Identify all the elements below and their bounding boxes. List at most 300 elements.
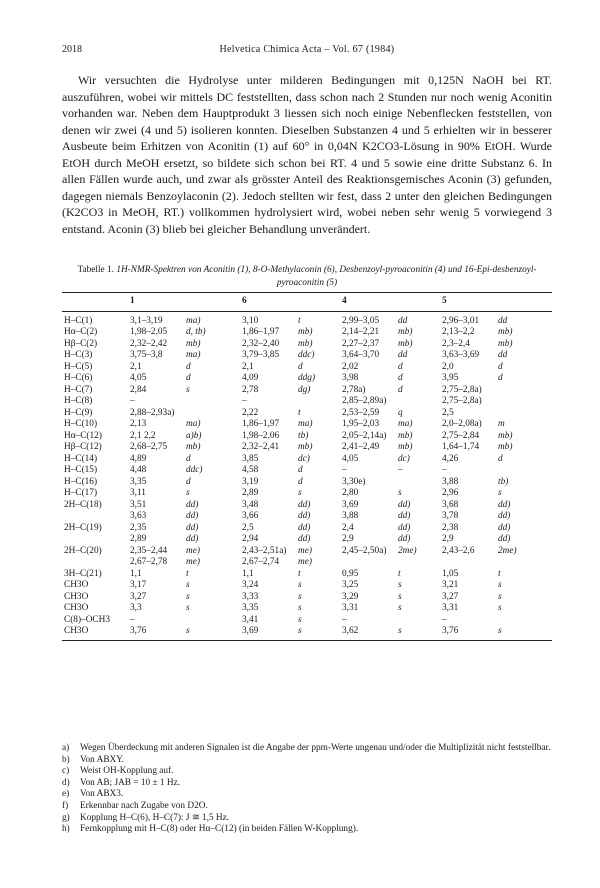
- proton-label: 2H–C(19): [64, 522, 102, 533]
- table-row: [62, 500, 552, 512]
- shift-cell: 2,85–2,89a): [342, 396, 387, 406]
- multiplicity-cell: d: [498, 373, 503, 383]
- multiplicity-cell: q: [398, 407, 403, 418]
- footnote-key: e): [62, 789, 70, 800]
- multiplicity-cell: [184, 408, 240, 420]
- table-row: [62, 311, 552, 327]
- multiplicity-cell: ddc): [298, 350, 315, 360]
- shift-cell: 2,9: [342, 534, 354, 544]
- shift-cell: 3,95: [442, 373, 459, 383]
- proton-label: [62, 557, 128, 569]
- multiplicity-cell: s: [186, 488, 190, 498]
- proton-label: Hβ–C(2): [64, 338, 98, 349]
- footnote-text: Erkennbar nach Zugabe von D2O.: [80, 800, 208, 811]
- multiplicity-cell: dd): [298, 499, 311, 510]
- multiplicity-cell: s: [298, 488, 302, 498]
- multiplicity-cell: dd): [398, 511, 411, 521]
- footnotes: [62, 743, 552, 836]
- table-row: [62, 339, 552, 351]
- shift-cell: 2,27–2,37: [342, 338, 380, 349]
- table-row: [62, 373, 552, 385]
- shift-cell: 3,78: [442, 511, 459, 521]
- multiplicity-cell: s: [398, 591, 402, 602]
- shift-cell: 3,31: [342, 603, 359, 613]
- multiplicity-cell: [496, 408, 552, 420]
- table-row: [62, 327, 552, 339]
- column-header: 5: [440, 293, 496, 312]
- shift-cell: 2,05–2,14a): [342, 430, 387, 441]
- multiplicity-cell: dd): [498, 499, 511, 510]
- multiplicity-cell: [396, 477, 440, 489]
- shift-cell: 2,75–2,84: [442, 430, 480, 441]
- shift-cell: 3,48: [242, 499, 259, 510]
- multiplicity-cell: me): [186, 557, 200, 567]
- multiplicity-cell: [496, 385, 552, 397]
- multiplicity-cell: s: [398, 580, 402, 590]
- multiplicity-cell: d: [298, 361, 303, 372]
- footnote-text: Weist OH-Kopplung auf.: [80, 766, 174, 777]
- footnote-key: c): [62, 766, 70, 777]
- page-header: [62, 44, 552, 58]
- multiplicity-cell: t: [498, 568, 501, 579]
- shift-cell: 1,05: [442, 568, 459, 579]
- multiplicity-cell: [396, 557, 440, 569]
- multiplicity-cell: s: [298, 614, 302, 625]
- shift-cell: 2,68–2,75: [130, 442, 168, 452]
- multiplicity-cell: me): [298, 557, 312, 567]
- table-row: [62, 431, 552, 443]
- multiplicity-cell: s: [496, 626, 552, 640]
- multiplicity-cell: mb): [498, 430, 513, 441]
- multiplicity-cell: d: [186, 373, 191, 383]
- footnote: [62, 813, 552, 825]
- table-row: [62, 362, 552, 374]
- multiplicity-cell: dd): [298, 522, 311, 533]
- multiplicity-cell: d: [398, 361, 403, 372]
- shift-cell: 3,33: [242, 591, 259, 602]
- shift-cell: 3,10: [242, 315, 259, 326]
- shift-cell: 2,32–2,42: [130, 338, 168, 349]
- multiplicity-cell: m: [498, 419, 505, 429]
- shift-cell: –: [342, 614, 347, 625]
- footnote-text: Kopplung H–C(6), H–C(7): J ≅ 1,5 Hz.: [80, 812, 230, 823]
- shift-cell: 2,75–2,8a): [442, 384, 482, 395]
- shift-cell: 2,78: [242, 384, 259, 395]
- multiplicity-cell: dd): [498, 511, 511, 521]
- multiplicity-cell: me): [298, 545, 312, 556]
- shift-cell: 2,0–2,08a): [442, 419, 482, 429]
- multiplicity-cell: dd): [498, 534, 511, 544]
- multiplicity-cell: dd): [398, 534, 411, 544]
- table-row: [62, 465, 552, 477]
- shift-cell: 2,96–3,01: [442, 315, 480, 326]
- multiplicity-cell: dd): [298, 511, 311, 521]
- proton-label: H–C(15): [64, 465, 98, 475]
- multiplicity-cell: dd: [498, 350, 508, 360]
- multiplicity-cell: dd): [398, 522, 411, 533]
- multiplicity-cell: s: [498, 591, 502, 602]
- table-header-row: [62, 293, 552, 312]
- multiplicity-cell: dd): [498, 522, 511, 533]
- table-caption: [62, 264, 552, 289]
- multiplicity-cell: dc): [398, 453, 410, 464]
- multiplicity-cell: 2me): [498, 545, 517, 556]
- shift-cell: 3,69: [342, 499, 359, 510]
- multiplicity-cell: t: [298, 315, 301, 326]
- multiplicity-cell: t: [298, 407, 301, 418]
- shift-cell: 3,1–3,19: [130, 315, 163, 326]
- table-row: [62, 385, 552, 397]
- multiplicity-cell: s: [298, 580, 302, 590]
- proton-label: Hα–C(2): [64, 327, 98, 337]
- table-row: [62, 419, 552, 431]
- table-row: [62, 396, 552, 408]
- multiplicity-cell: mb): [398, 442, 413, 452]
- shift-cell: 3,35: [130, 476, 147, 487]
- shift-cell: 2,35–2,44: [130, 545, 168, 556]
- table-body: [62, 311, 552, 640]
- column-header: [184, 293, 240, 312]
- footnote-text: Von AB; JAB = 10 ± 1 Hz.: [80, 777, 181, 788]
- shift-cell: 2,5: [242, 522, 254, 533]
- shift-cell: [440, 557, 496, 569]
- multiplicity-cell: [396, 615, 440, 627]
- proton-label: H–C(8): [64, 396, 93, 406]
- multiplicity-cell: mb): [298, 442, 313, 452]
- shift-cell: 4,58: [242, 465, 259, 475]
- multiplicity-cell: t: [298, 568, 301, 579]
- shift-cell: 2,41–2,49: [342, 442, 380, 452]
- table-row: [62, 534, 552, 546]
- footnote: [62, 743, 552, 755]
- multiplicity-cell: dd): [186, 511, 199, 521]
- multiplicity-cell: d: [398, 373, 403, 383]
- multiplicity-cell: [496, 465, 552, 477]
- proton-label: 2H–C(20): [64, 545, 102, 556]
- multiplicity-cell: d: [186, 453, 191, 464]
- multiplicity-cell: [496, 396, 552, 408]
- shift-cell: 3,19: [242, 476, 259, 487]
- proton-label: 2H–C(18): [64, 499, 102, 510]
- column-header: 1: [128, 293, 184, 312]
- proton-label: Hα–C(12): [64, 430, 102, 441]
- shift-cell: 1,1: [242, 568, 254, 579]
- shift-cell: 3,88: [342, 511, 359, 521]
- shift-cell: 1,1: [130, 568, 142, 579]
- shift-cell: 1,95–2,03: [342, 419, 380, 429]
- shift-cell: 3,31: [442, 603, 459, 613]
- body-paragraph: Wir versuchten die Hydrolyse unter milderen Bedingungen mit 0,125N NaOH bei RT. auszuführen, wobei wir mittels DC feststellten, dass schon nach 2 Stunden nur noch wenig Aconitin vorhanden war. Neben dem Hauptprodukt 3 liessen sich noch einige Nebenflecken feststellen, von denen wir zwei (4 und 5) isolieren konnten. Dieselben Substanzen 4 und 5 erhielten wir in besserer Ausbeute beim Erhitzen von Aconitin (1) auf 60° in 0,04N K2CO3-Lösung in 90% EtOH. Wurde EtOH durch MeOH ersetzt, so bildete sich schon bei RT. 4 und 5 sowie eine dritte Substanz 6. In allen Fällen wurde auch, und zwar als grösster Anteil des Reaktionsgemisches Aconin (3) gefunden, dagegen niemals Benzoylaconin (2). Jedoch stellten wir fest, dass 2 unter den gleichen Bedingungen (K2CO3 in MeOH, RT.) vollkommen hydrolysiert wird, wobei neben sehr wenig 5 vorwiegend 3 entstand. Aconin (3) blieb bei gleicher Behandlung unverändert.: [62, 73, 552, 236]
- proton-label: CH3O: [64, 580, 89, 590]
- multiplicity-cell: ma): [298, 419, 313, 429]
- shift-cell: 3,64–3,70: [342, 350, 380, 360]
- multiplicity-cell: dg): [298, 384, 311, 395]
- shift-cell: 2,88–2,93a): [130, 407, 175, 418]
- footnote-text: Fernkopplung mit H–C(8) oder Hα–C(12) (in beiden Fällen W-Kopplung).: [80, 824, 359, 835]
- proton-label: H–C(1): [64, 315, 93, 326]
- shift-cell: 2,13: [130, 419, 147, 429]
- proton-label: H–C(5): [64, 361, 93, 372]
- shift-cell: 3,29: [342, 591, 359, 602]
- multiplicity-cell: –: [398, 465, 403, 475]
- table-row: [62, 477, 552, 489]
- shift-cell: 2,89: [130, 534, 147, 544]
- shift-cell: 3,17: [130, 580, 147, 590]
- shift-cell: 2,94: [242, 534, 259, 544]
- multiplicity-cell: mb): [498, 327, 513, 337]
- footnote-key: b): [62, 754, 70, 765]
- shift-cell: 2,89: [242, 488, 259, 498]
- multiplicity-cell: tb): [298, 430, 309, 441]
- page-number: 2018: [62, 44, 82, 55]
- footnote-key: d): [62, 777, 70, 788]
- multiplicity-cell: d: [498, 361, 503, 372]
- column-header: 4: [340, 293, 396, 312]
- multiplicity-cell: dd): [186, 534, 199, 544]
- shift-cell: –: [442, 465, 447, 475]
- table-row: [62, 442, 552, 454]
- multiplicity-cell: s: [298, 591, 302, 602]
- table-row: [62, 592, 552, 604]
- multiplicity-cell: s: [398, 488, 402, 498]
- table-row: [62, 580, 552, 592]
- multiplicity-cell: mb): [398, 327, 413, 337]
- column-header: [396, 293, 440, 312]
- shift-cell: 2,43–2,6: [442, 545, 475, 556]
- proton-label: C(8)–OCH3: [64, 614, 110, 625]
- footnote: [62, 801, 552, 813]
- shift-cell: –: [130, 396, 135, 406]
- table-row: [62, 626, 552, 640]
- multiplicity-cell: dd: [398, 315, 408, 326]
- shift-cell: 2,32–2,40: [242, 338, 280, 349]
- multiplicity-cell: dd): [398, 499, 411, 510]
- multiplicity-cell: s: [298, 603, 302, 613]
- footnote-key: a): [62, 743, 70, 753]
- shift-cell: 3,27: [442, 591, 459, 602]
- proton-label: 3H–C(21): [64, 568, 102, 579]
- footnote-text: Von ABXY.: [80, 754, 125, 765]
- shift-cell: 2,1 2,2: [130, 430, 156, 441]
- multiplicity-cell: s: [186, 384, 190, 395]
- footnote-key: g): [62, 812, 70, 823]
- shift-cell: 2,80: [342, 488, 359, 498]
- shift-cell: 2,9: [442, 534, 454, 544]
- multiplicity-cell: s: [186, 580, 190, 590]
- shift-cell: 4,05: [130, 373, 147, 383]
- shift-cell: 3,3: [130, 603, 142, 613]
- multiplicity-cell: d, tb): [186, 327, 206, 337]
- shift-cell: 3,25: [342, 580, 359, 590]
- shift-cell: 2,38: [442, 522, 459, 533]
- shift-cell: 3,30e): [342, 476, 366, 487]
- shift-cell: 4,89: [130, 453, 147, 464]
- column-header: [496, 293, 552, 312]
- multiplicity-cell: [296, 396, 340, 408]
- multiplicity-cell: s: [396, 626, 440, 640]
- multiplicity-cell: ma): [186, 315, 201, 326]
- shift-cell: 4,09: [242, 373, 259, 383]
- shift-cell: 1,98–2,06: [242, 430, 280, 441]
- proton-label: H–C(10): [64, 419, 98, 429]
- shift-cell: 0,95: [342, 568, 359, 579]
- column-header: [62, 293, 128, 312]
- proton-label: [62, 511, 128, 523]
- footnote: [62, 778, 552, 790]
- multiplicity-cell: ma): [186, 350, 201, 360]
- multiplicity-cell: s: [498, 488, 502, 498]
- shift-cell: 3,69: [240, 626, 296, 640]
- proton-label: H–C(16): [64, 476, 98, 487]
- table-row: [62, 454, 552, 466]
- table-row: [62, 569, 552, 581]
- table-row: [62, 546, 552, 558]
- shift-cell: 3,51: [130, 499, 147, 510]
- shift-cell: –: [342, 465, 347, 475]
- multiplicity-cell: t: [186, 568, 189, 579]
- shift-cell: 1,86–1,97: [242, 327, 280, 337]
- shift-cell: 3,24: [242, 580, 259, 590]
- multiplicity-cell: 2me): [398, 545, 417, 556]
- shift-cell: 2,78a): [342, 384, 366, 395]
- shift-cell: 2,53–2,59: [342, 407, 380, 418]
- proton-label: H–C(7): [64, 384, 93, 395]
- shift-cell: 2,13–2,2: [442, 327, 475, 337]
- multiplicity-cell: [184, 615, 240, 627]
- shift-cell: 3,76: [128, 626, 184, 640]
- shift-cell: 3,63–3,69: [442, 350, 480, 360]
- multiplicity-cell: d: [398, 384, 403, 395]
- multiplicity-cell: s: [186, 591, 190, 602]
- multiplicity-cell: dc): [298, 453, 310, 464]
- footnote-text: Wegen Überdeckung mit anderen Signalen ist die Angabe der ppm-Werte ungenau und/oder die Multiplizität nicht feststellbar.: [80, 743, 551, 753]
- shift-cell: –: [442, 614, 447, 625]
- shift-cell: 2,99–3,05: [342, 315, 380, 326]
- multiplicity-cell: d: [298, 476, 303, 487]
- shift-cell: 2,22: [242, 407, 259, 418]
- shift-cell: 3,66: [242, 511, 259, 521]
- multiplicity-cell: ma): [186, 419, 201, 429]
- proton-label: [62, 534, 128, 546]
- shift-cell: 3,75–3,8: [130, 350, 163, 360]
- shift-cell: 3,62: [340, 626, 396, 640]
- multiplicity-cell: d: [186, 476, 191, 487]
- table-caption-text: 1H-NMR-Spektren von Aconitin (1), 8-O-Methylaconin (6), Desbenzoyl-pyroaconitin (4) und 16-Epi-desbenzoyl-pyroaconitin (5): [116, 265, 537, 288]
- shift-cell: 2,3–2,4: [442, 338, 470, 349]
- multiplicity-cell: dd: [398, 350, 408, 360]
- proton-label: H–C(9): [64, 407, 93, 418]
- shift-cell: 2,4: [342, 522, 354, 533]
- table-row: [62, 603, 552, 615]
- shift-cell: –: [130, 614, 135, 625]
- multiplicity-cell: mb): [398, 338, 413, 349]
- shift-cell: 2,14–2,21: [342, 327, 380, 337]
- multiplicity-cell: s: [186, 603, 190, 613]
- multiplicity-cell: tb): [498, 476, 509, 487]
- shift-cell: 2,02: [342, 361, 359, 372]
- table-row: [62, 408, 552, 420]
- table-row: [62, 350, 552, 362]
- shift-cell: 2,5: [442, 407, 454, 418]
- footnote: [62, 789, 552, 801]
- shift-cell: 2,84: [130, 384, 147, 395]
- multiplicity-cell: mb): [298, 338, 313, 349]
- multiplicity-cell: s: [398, 603, 402, 613]
- multiplicity-cell: mb): [186, 338, 201, 349]
- footnote-key: h): [62, 824, 70, 835]
- nmr-table: [62, 292, 552, 641]
- proton-label: CH3O: [64, 603, 89, 613]
- multiplicity-cell: d: [186, 361, 191, 372]
- multiplicity-cell: d: [298, 465, 303, 475]
- shift-cell: 1,86–1,97: [242, 419, 280, 429]
- shift-cell: 2,45–2,50a): [342, 545, 387, 556]
- table-caption-label: Tabelle 1.: [77, 265, 114, 275]
- multiplicity-cell: s: [498, 580, 502, 590]
- shift-cell: [340, 557, 396, 569]
- footnote-text: Von ABX3.: [80, 789, 124, 800]
- table-row: [62, 511, 552, 523]
- proton-label: CH3O: [62, 626, 128, 640]
- column-header: 6: [240, 293, 296, 312]
- shift-cell: 4,05: [342, 453, 359, 464]
- multiplicity-cell: ddc): [186, 465, 203, 475]
- multiplicity-cell: ma): [398, 419, 413, 429]
- multiplicity-cell: s: [296, 626, 340, 640]
- shift-cell: 2,1: [130, 361, 142, 372]
- shift-cell: 3,35: [242, 603, 259, 613]
- multiplicity-cell: dd: [498, 315, 508, 326]
- proton-label: H–C(6): [64, 373, 93, 383]
- shift-cell: 2,32–2,41: [242, 442, 280, 452]
- shift-cell: 2,1: [242, 361, 254, 372]
- shift-cell: 1,98–2,05: [130, 327, 168, 337]
- shift-cell: –: [242, 396, 247, 406]
- table-row: [62, 488, 552, 500]
- shift-cell: 3,98: [342, 373, 359, 383]
- shift-cell: 3,88: [442, 476, 459, 487]
- proton-label: Hβ–C(12): [64, 442, 102, 452]
- multiplicity-cell: dd): [186, 522, 199, 533]
- table-row: [62, 557, 552, 569]
- multiplicity-cell: t: [398, 568, 401, 579]
- multiplicity-cell: mb): [498, 442, 513, 452]
- footnote: [62, 824, 552, 836]
- shift-cell: 2,35: [130, 522, 147, 533]
- multiplicity-cell: a)b): [186, 430, 202, 441]
- table-row: [62, 615, 552, 627]
- footnote-key: f): [62, 800, 69, 811]
- footnote: [62, 766, 552, 778]
- shift-cell: 3,27: [130, 591, 147, 602]
- running-title: Helvetica Chimica Acta – Vol. 67 (1984): [219, 44, 395, 55]
- multiplicity-cell: [396, 396, 440, 408]
- multiplicity-cell: dd): [186, 499, 199, 510]
- multiplicity-cell: ddg): [298, 373, 316, 383]
- shift-cell: 3,85: [242, 453, 259, 464]
- shift-cell: 3,41: [242, 614, 259, 625]
- table-row: [62, 523, 552, 535]
- proton-label: H–C(3): [64, 350, 93, 360]
- multiplicity-cell: mb): [398, 430, 413, 441]
- shift-cell: 2,0: [442, 361, 454, 372]
- shift-cell: 2,67–2,74: [242, 557, 280, 567]
- proton-label: CH3O: [64, 591, 89, 602]
- shift-cell: 1,64–1,74: [442, 442, 480, 452]
- multiplicity-cell: s: [498, 603, 502, 613]
- shift-cell: 2,75–2,8a): [442, 396, 482, 406]
- multiplicity-cell: mb): [298, 327, 313, 337]
